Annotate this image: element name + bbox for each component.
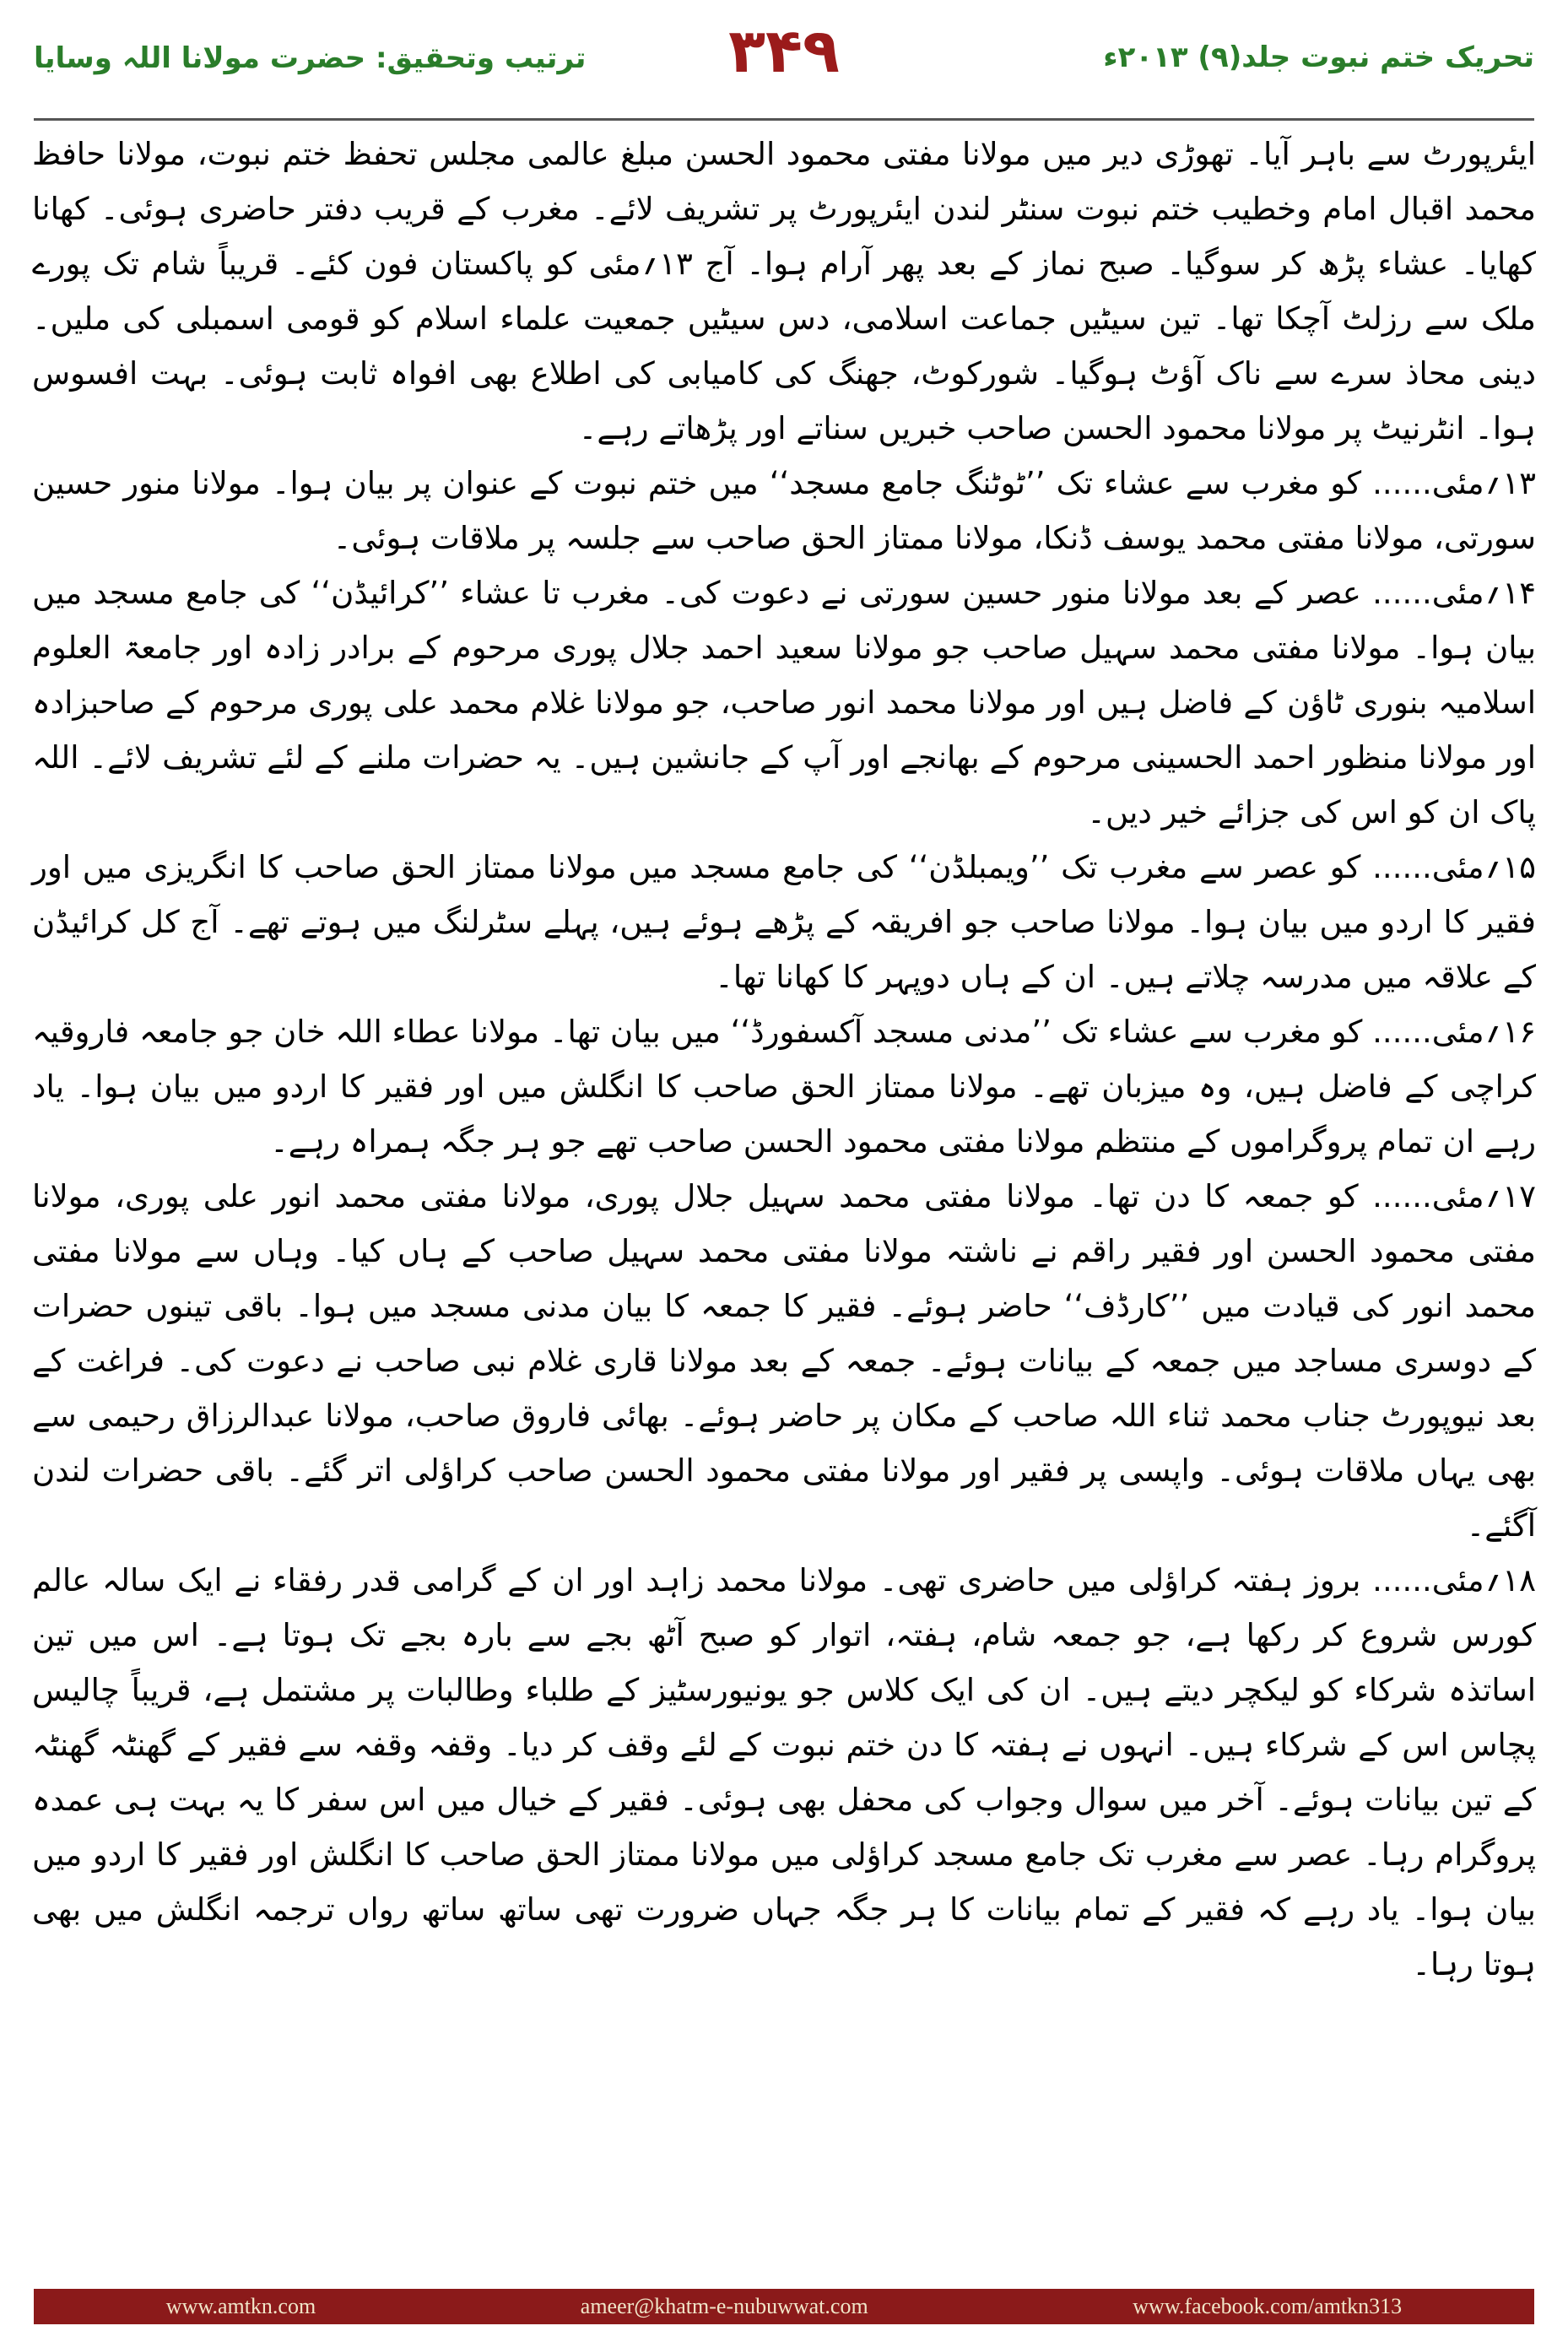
- paragraph: ۱۶؍مئی...... کو مغرب سے عشاء تک ’’مدنی مسجد آکسفورڈ‘‘ میں بیان تھا۔ مولانا عطاء اللہ خان جو جامعہ فاروقیہ کراچی کے فاضل ہیں، وہ میزبان تھے۔ مولانا ممتاز الحق صاحب کا انگلش میں اور فقیر کا اردو میں بیان ہوا۔ یاد رہے ان تمام پروگراموں کے منتظم مولانا مفتی محمود الحسن صاحب تھے جو ہر جگہ ہمراہ رہے۔: [32, 1014, 1536, 1160]
- paragraph: ۱۳؍مئی...... کو مغرب سے عشاء تک ’’ٹوٹنگ جامع مسجد‘‘ میں ختم نبوت کے عنوان پر بیان ہوا۔ مولانا منور حسین سورتی، مولانا مفتی محمد یوسف ڈنکا، مولانا ممتاز الحق صاحب سے جلسہ پر ملاقات ہوئی۔: [32, 465, 1536, 556]
- paragraph: ۱۴؍مئی...... عصر کے بعد مولانا منور حسین سورتی نے دعوت کی۔ مغرب تا عشاء ’’کرائیڈن‘‘ کی جامع مسجد میں بیان ہوا۔ مولانا مفتی محمد سہیل صاحب جو مولانا سعید احمد جلال پوری مرحوم کے برادر زادہ اور جامعۃ العلوم اسلامیہ بنوری ٹاؤن کے فاضل ہیں اور مولانا محمد انور صاحب، جو مولانا غلام محمد علی پوری مرحوم کے صاحبزادہ اور مولانا منظور احمد الحسینی مرحوم کے بھانجے اور آپ کے جانشین ہیں۔ یہ حضرات ملنے کے لئے تشریف لائے۔ اللہ پاک ان کو اس کی جزائے خیر دیں۔: [32, 575, 1537, 830]
- header-divider: [34, 118, 1534, 121]
- page-body: [32, 127, 1536, 1992]
- page-number: ۳۴۹: [728, 15, 840, 86]
- header-book-title: تحریک ختم نبوت جلد(۹) ۲۰۱۳ء: [1103, 41, 1534, 74]
- header-compiler: ترتیب وتحقیق: حضرت مولانا اللہ وسایا: [34, 41, 587, 75]
- paragraph: ۱۸؍مئی...... بروز ہفتہ کراؤلی میں حاضری تھی۔ مولانا محمد زاہد اور ان کے گرامی قدر رفقاء نے ایک سالہ عالم کورس شروع کر رکھا ہے، جو جمعہ شام، ہفتہ، اتوار کو صبح آٹھ بجے سے بارہ بجے تک ہوتا ہے۔ اس میں تین اساتذہ شرکاء کو لیکچر دیتے ہیں۔ ان کی ایک کلاس جو یونیورسٹیز کے طلباء وطالبات پر مشتمل ہے، قریباً چالیس پچاس اس کے شرکاء ہیں۔ انہوں نے ہفتہ کا دن ختم نبوت کے لئے وقف کر دیا۔ وقفہ وقفہ سے فقیر کے گھنٹہ گھنٹہ کے تین بیانات ہوئے۔ آخر میں سوال وجواب کی محفل بھی ہوئی۔ فقیر کے خیال میں اس سفر کا یہ بہت ہی عمدہ پروگرام رہا۔ عصر سے مغرب تک جامع مسجد کراؤلی میں مولانا ممتاز الحق صاحب کا انگلش اور فقیر کا اردو میں بیان ہوا۔ یاد رہے کہ فقیر کے تمام بیانات کا ہر جگہ جہاں ضرورت تھی ساتھ ساتھ رواں ترجمہ انگلش میں بھی ہوتا رہا۔: [32, 1562, 1536, 1982]
- paragraph: ۱۵؍مئی...... کو عصر سے مغرب تک ’’ویمبلڈن‘‘ کی جامع مسجد میں مولانا ممتاز الحق صاحب کا انگریزی میں اور فقیر کا اردو میں بیان ہوا۔ مولانا صاحب جو افریقہ کے پڑھے ہوئے ہیں، پہلے سٹرلنگ میں ہوتے تھے۔ آج کل کرائیڈن کے علاقہ میں مدرسہ چلاتے ہیں۔ ان کے ہاں دوپہر کا کھانا تھا۔: [32, 849, 1536, 995]
- footer-website-link[interactable]: www.amtkn.com: [165, 2294, 316, 2318]
- footer-facebook-link[interactable]: www.facebook.com/amtkn313: [1133, 2294, 1403, 2318]
- paragraph: ۱۷؍مئی...... کو جمعہ کا دن تھا۔ مولانا مفتی محمد سہیل جلال پوری، مولانا مفتی محمد انور علی پوری، مولانا مفتی محمود الحسن اور فقیر راقم نے ناشتہ مولانا مفتی محمد سہیل صاحب کے ہاں کیا۔ وہاں سے مولانا مفتی محمد انور کی قیادت میں ’’کارڈف‘‘ حاضر ہوئے۔ فقیر کا جمعہ کا بیان مدنی مسجد میں ہوا۔ باقی تینوں حضرات کے دوسری مساجد میں جمعہ کے بیانات ہوئے۔ جمعہ کے بعد مولانا قاری غلام نبی صاحب نے دعوت کی۔ فراغت کے بعد نیوپورٹ جناب محمد ثناء اللہ صاحب کے مکان پر حاضر ہوئے۔ بھائی فاروق صاحب، مولانا عبدالرزاق رحیمی سے بھی یہاں ملاقات ہوئی۔ واپسی پر فقیر اور مولانا مفتی محمود الحسن صاحب کراؤلی اتر گئے۔ باقی حضرات لندن آگئے۔: [32, 1178, 1536, 1544]
- paragraph: ایئرپورٹ سے باہر آیا۔ تھوڑی دیر میں مولانا مفتی محمود الحسن مبلغ عالمی مجلس تحفظ ختم نبوت، مولانا حافظ محمد اقبال امام وخطیب ختم نبوت سنٹر لندن ایئرپورٹ پر تشریف لائے۔ مغرب کے قریب دفتر حاضری ہوئی۔ کھانا کھایا۔ عشاء پڑھ کر سوگیا۔ صبح نماز کے بعد پھر آرام ہوا۔ آج ۱۳؍مئی کو پاکستان فون کئے۔ قریباً شام تک پورے ملک سے رزلٹ آچکا تھا۔ تین سیٹیں جماعت اسلامی، دس سیٹیں جمعیت علماء اسلام کو قومی اسمبلی کی ملیں۔ دینی محاذ سرے سے ناک آؤٹ ہوگیا۔ شورکوٹ، جھنگ کی کامیابی کی اطلاع بھی افواہ ثابت ہوئی۔ بہت افسوس ہوا۔ انٹرنیٹ پر مولانا محمود الحسن صاحب خبریں سناتے اور پڑھاتے رہے۔: [32, 136, 1536, 446]
- page-header: [34, 15, 1534, 116]
- page-footer: [34, 2289, 1534, 2324]
- footer-email-link[interactable]: ameer@khatm-e-nubuwwat.com: [580, 2294, 868, 2318]
